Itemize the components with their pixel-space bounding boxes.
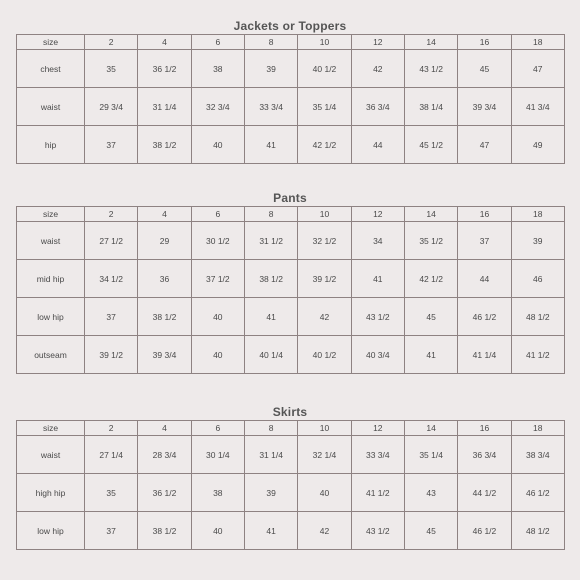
table-row <box>17 260 565 298</box>
measurement-cell: 40 3/4 <box>351 336 404 374</box>
measurement-cell: 42 <box>351 50 404 88</box>
measurement-cell: 40 1/4 <box>244 336 297 374</box>
measurement-cell: 40 <box>298 474 351 512</box>
table-header-row <box>17 35 565 50</box>
measurement-cell: 40 <box>191 512 244 550</box>
measurement-cell: 36 1/2 <box>138 50 191 88</box>
measurement-cell: 38 <box>191 474 244 512</box>
measurement-cell: 45 1/2 <box>404 126 457 164</box>
measurement-cell: 34 1/2 <box>85 260 138 298</box>
measurement-cell: 35 <box>85 50 138 88</box>
measurement-cell: 42 <box>298 298 351 336</box>
size-header-label: size <box>17 35 85 50</box>
measurement-label: outseam <box>17 336 85 374</box>
size-header-cell: 4 <box>138 207 191 222</box>
measurement-cell: 38 3/4 <box>511 436 564 474</box>
measurement-cell: 35 1/4 <box>404 436 457 474</box>
measurement-cell: 41 <box>351 260 404 298</box>
measurement-cell: 39 3/4 <box>138 336 191 374</box>
measurement-cell: 36 <box>138 260 191 298</box>
measurement-cell: 38 1/2 <box>138 512 191 550</box>
measurement-cell: 38 1/2 <box>138 126 191 164</box>
measurement-cell: 46 1/2 <box>458 298 511 336</box>
measurement-cell: 28 3/4 <box>138 436 191 474</box>
table-header-row <box>17 421 565 436</box>
size-header-cell: 6 <box>191 35 244 50</box>
measurement-label: chest <box>17 50 85 88</box>
measurement-cell: 30 1/4 <box>191 436 244 474</box>
size-header-cell: 14 <box>404 421 457 436</box>
measurement-cell: 45 <box>404 298 457 336</box>
measurement-cell: 44 1/2 <box>458 474 511 512</box>
table-row <box>17 298 565 336</box>
measurement-cell: 40 1/2 <box>298 336 351 374</box>
measurement-label: low hip <box>17 512 85 550</box>
measurement-cell: 32 3/4 <box>191 88 244 126</box>
measurement-cell: 49 <box>511 126 564 164</box>
size-header-cell: 12 <box>351 207 404 222</box>
size-header-cell: 8 <box>244 35 297 50</box>
table-row <box>17 88 565 126</box>
measurement-cell: 44 <box>351 126 404 164</box>
measurement-cell: 41 1/2 <box>351 474 404 512</box>
size-header-cell: 18 <box>511 35 564 50</box>
measurement-cell: 48 1/2 <box>511 512 564 550</box>
table-row <box>17 512 565 550</box>
skirts-size-table <box>16 420 565 550</box>
table-row <box>17 336 565 374</box>
measurement-cell: 38 1/2 <box>244 260 297 298</box>
size-header-cell: 10 <box>298 35 351 50</box>
size-header-cell: 8 <box>244 421 297 436</box>
measurement-cell: 37 <box>458 222 511 260</box>
size-header-cell: 2 <box>85 207 138 222</box>
measurement-cell: 38 1/4 <box>404 88 457 126</box>
measurement-cell: 34 <box>351 222 404 260</box>
jackets-size-table <box>16 34 565 164</box>
size-header-cell: 14 <box>404 207 457 222</box>
measurement-cell: 39 <box>511 222 564 260</box>
pants-size-section <box>16 190 564 374</box>
measurement-cell: 37 <box>85 126 138 164</box>
size-header-cell: 10 <box>298 421 351 436</box>
size-header-cell: 6 <box>191 421 244 436</box>
measurement-cell: 47 <box>511 50 564 88</box>
section-title-pants: Pants <box>273 191 307 205</box>
size-header-cell: 2 <box>85 35 138 50</box>
table-row <box>17 474 565 512</box>
size-header-cell: 14 <box>404 35 457 50</box>
measurement-cell: 32 1/2 <box>298 222 351 260</box>
measurement-label: waist <box>17 88 85 126</box>
measurement-cell: 39 <box>244 50 297 88</box>
measurement-cell: 33 3/4 <box>244 88 297 126</box>
measurement-cell: 27 1/4 <box>85 436 138 474</box>
measurement-cell: 35 1/4 <box>298 88 351 126</box>
measurement-cell: 31 1/4 <box>244 436 297 474</box>
measurement-label: waist <box>17 222 85 260</box>
measurement-cell: 40 1/2 <box>298 50 351 88</box>
section-title-jackets: Jackets or Toppers <box>233 19 347 33</box>
measurement-cell: 37 1/2 <box>191 260 244 298</box>
measurement-cell: 41 3/4 <box>511 88 564 126</box>
measurement-cell: 39 1/2 <box>85 336 138 374</box>
size-header-cell: 4 <box>138 35 191 50</box>
measurement-cell: 32 1/4 <box>298 436 351 474</box>
size-header-cell: 18 <box>511 207 564 222</box>
measurement-cell: 29 3/4 <box>85 88 138 126</box>
measurement-cell: 46 <box>511 260 564 298</box>
table-row <box>17 436 565 474</box>
size-header-cell: 6 <box>191 207 244 222</box>
measurement-label: low hip <box>17 298 85 336</box>
measurement-cell: 41 <box>244 126 297 164</box>
measurement-cell: 30 1/2 <box>191 222 244 260</box>
section-title-skirts: Skirts <box>272 405 308 419</box>
measurement-cell: 39 <box>244 474 297 512</box>
measurement-cell: 44 <box>458 260 511 298</box>
measurement-cell: 48 1/2 <box>511 298 564 336</box>
measurement-cell: 40 <box>191 336 244 374</box>
table-row <box>17 222 565 260</box>
size-header-cell: 8 <box>244 207 297 222</box>
measurement-label: high hip <box>17 474 85 512</box>
measurement-cell: 43 1/2 <box>351 298 404 336</box>
measurement-cell: 37 <box>85 298 138 336</box>
measurement-cell: 43 <box>404 474 457 512</box>
measurement-label: mid hip <box>17 260 85 298</box>
measurement-cell: 29 <box>138 222 191 260</box>
measurement-cell: 36 3/4 <box>458 436 511 474</box>
measurement-cell: 45 <box>458 50 511 88</box>
size-header-cell: 16 <box>458 421 511 436</box>
size-header-cell: 4 <box>138 421 191 436</box>
measurement-label: waist <box>17 436 85 474</box>
measurement-cell: 36 1/2 <box>138 474 191 512</box>
table-row <box>17 126 565 164</box>
measurement-cell: 43 1/2 <box>404 50 457 88</box>
measurement-cell: 33 3/4 <box>351 436 404 474</box>
measurement-cell: 42 1/2 <box>404 260 457 298</box>
measurement-cell: 42 1/2 <box>298 126 351 164</box>
measurement-cell: 45 <box>404 512 457 550</box>
size-header-cell: 18 <box>511 421 564 436</box>
table-header-row <box>17 207 565 222</box>
measurement-cell: 40 <box>191 126 244 164</box>
measurement-cell: 31 1/4 <box>138 88 191 126</box>
measurement-cell: 42 <box>298 512 351 550</box>
table-row <box>17 50 565 88</box>
measurement-cell: 41 <box>404 336 457 374</box>
size-header-cell: 2 <box>85 421 138 436</box>
pants-size-table <box>16 206 565 374</box>
size-header-label: size <box>17 421 85 436</box>
measurement-cell: 27 1/2 <box>85 222 138 260</box>
measurement-cell: 38 1/2 <box>138 298 191 336</box>
measurement-cell: 46 1/2 <box>511 474 564 512</box>
measurement-cell: 35 <box>85 474 138 512</box>
measurement-cell: 39 3/4 <box>458 88 511 126</box>
measurement-cell: 41 <box>244 298 297 336</box>
measurement-cell: 40 <box>191 298 244 336</box>
measurement-cell: 41 1/2 <box>511 336 564 374</box>
measurement-cell: 47 <box>458 126 511 164</box>
measurement-cell: 41 1/4 <box>458 336 511 374</box>
measurement-cell: 43 1/2 <box>351 512 404 550</box>
measurement-cell: 41 <box>244 512 297 550</box>
size-header-cell: 12 <box>351 35 404 50</box>
measurement-cell: 35 1/2 <box>404 222 457 260</box>
measurement-cell: 31 1/2 <box>244 222 297 260</box>
skirts-size-section <box>16 404 564 550</box>
measurement-cell: 36 3/4 <box>351 88 404 126</box>
jackets-size-section <box>16 18 564 164</box>
size-header-cell: 10 <box>298 207 351 222</box>
size-header-cell: 12 <box>351 421 404 436</box>
size-header-cell: 16 <box>458 35 511 50</box>
measurement-cell: 38 <box>191 50 244 88</box>
measurement-cell: 39 1/2 <box>298 260 351 298</box>
measurement-cell: 46 1/2 <box>458 512 511 550</box>
size-header-label: size <box>17 207 85 222</box>
size-header-cell: 16 <box>458 207 511 222</box>
measurement-label: hip <box>17 126 85 164</box>
measurement-cell: 37 <box>85 512 138 550</box>
